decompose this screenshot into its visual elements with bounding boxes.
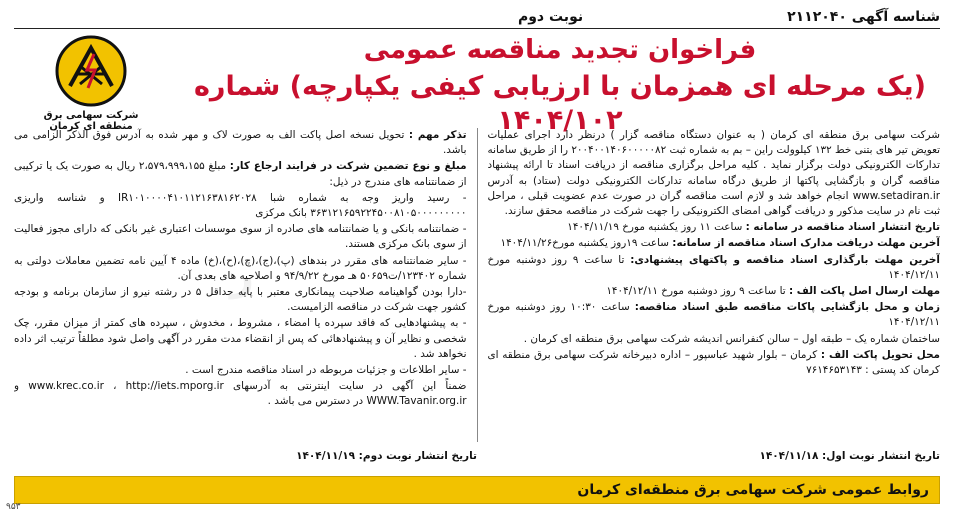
publish-date-line bbox=[488, 220, 941, 235]
guarantee-item-3: - سایر ضمانتنامه های مقرر در بندهای (پ)،(ج)،(چ)،(ح)،(خ) ماده ۴ آیین نامه تضمین معاملات دولتی به شماره ۱۲۳۴۰۲/ت۵۰۶۵۹ هـ مورخ ۹۴/۹/۲۲ و اصلاحیه های بعدی آن. bbox=[14, 254, 467, 282]
opening-line bbox=[488, 300, 941, 330]
envelope-a-label: مهلت ارسال اصل پاکت الف : bbox=[788, 285, 940, 298]
power-tower-logo-icon bbox=[54, 34, 128, 108]
body-columns bbox=[14, 128, 940, 442]
condition-item-7: ضمناً این آگهی در سایت اینترنتی به آدرسهای www.krec.co.ir ، http://iets.mporg.ir و WWW.Tavanir.org.ir در دسترس می باشد . bbox=[14, 380, 467, 408]
opening-value: ساعت ۱۰:۳۰ روز دوشنبه مورخ ۱۴۰۴/۱۲/۱۱ bbox=[487, 301, 940, 329]
footer-bar bbox=[14, 476, 940, 504]
note-line bbox=[14, 128, 467, 158]
publication-dates bbox=[14, 450, 940, 466]
company-logo bbox=[26, 34, 156, 132]
docs-deadline-label: آخرین مهلت دریافت مدارک اسناد مناقصه از سامانه: bbox=[672, 237, 940, 250]
note-value: تحویل نسخه اصل پاکت الف به صورت لاک و مهر شده به آدرس فوق الذکر الزامی می باشد. bbox=[14, 129, 467, 157]
footer-text: روابط عمومی شرکت سهامی برق منطقه‌ای کرمان bbox=[577, 482, 929, 498]
publish-date-label: تاریخ انتشار اسناد مناقصه در سامانه : bbox=[745, 221, 940, 234]
second-publish-date: تاریخ انتشار نوبت دوم: ۱۴۰۴/۱۱/۱۹ bbox=[296, 450, 477, 462]
guarantee-item-1: - رسید واریز وجه به شماره شبا IR۱۰۱۰۰۰۰۴۱۰۱۱۲۱۶۳۸۱۶۲۰۲۸ و شناسه واریزی ۳۶۳۱۲۱۶۵۹۲۲۴۵۰۰۸۱۰۵۰۰۰۰۰۰۰۰۰ بانک مرکزی bbox=[14, 191, 467, 220]
condition-item-5: - به پیشنهادهایی که فاقد سپرده یا امضاء ، مشروط ، مخدوش ، سپرده های کمتر از میزان مقرر، چک شخصی و نظایر آن و پیشنهادهائی که پس از انقضاء مدت مقرر در آگهی واصل شود مطلقاً ترتیب اثر داده نخواهد شد . bbox=[14, 317, 467, 360]
right-column bbox=[488, 128, 941, 442]
logo-caption: شرکت سهامی برق منطقه ای کرمان bbox=[43, 110, 139, 132]
title-block bbox=[180, 34, 940, 138]
column-divider bbox=[477, 128, 478, 442]
envelope-a-value: تا ساعت ۹ روز دوشنبه مورخ ۱۴۰۴/۱۲/۱۱ bbox=[606, 285, 786, 298]
page-number: ۹۵۳ bbox=[6, 502, 21, 512]
upload-deadline-line bbox=[488, 253, 941, 283]
guarantee-label: مبلغ و نوع تضمین شرکت در فرایند ارجاع کار: bbox=[229, 160, 467, 173]
docs-deadline-line bbox=[488, 236, 941, 251]
location-line: ساختمان شماره یک – طبقه اول – سالن کنفرانس اندیشه شرکت سهامی برق منطقه ای کرمان . bbox=[523, 332, 940, 345]
publication-round: نوبت دوم bbox=[517, 9, 584, 25]
header-bar bbox=[14, 6, 940, 29]
publish-date-value: ساعت ۱۱ روز یکشنبه مورخ ۱۴۰۴/۱۱/۱۹ bbox=[567, 221, 743, 234]
opening-label: زمان و محل بازگشایی پاکات مناقصه طبق اسناد مناقصه: bbox=[634, 301, 940, 314]
upload-deadline-label: آخرین مهلت بارگذاری اسناد مناقصه و پاکتهای پیشنهادی: bbox=[630, 253, 940, 266]
guarantee-line bbox=[14, 159, 467, 189]
guarantee-item-2: - ضمانتنامه بانکی و یا ضمانتنامه های صادره از سوی موسسات اعتباری غیر بانکی که دارای مجوز فعالیت از سوی بانک مرکزی هستند. bbox=[14, 223, 467, 251]
left-column bbox=[14, 128, 467, 442]
sub-title: (یک مرحله ای همزمان با ارزیابی کیفی یکپارچه) شماره ۱۴۰۴/۱۰۲ bbox=[193, 71, 927, 136]
guarantee-value: مبلغ ۲،۵۷۹،۹۹۹،۱۵۵ ریال به صورت یک یا ترکیبی از ضمانتنامه های مندرج در ذیل: bbox=[14, 160, 467, 188]
delivery-label: محل تحویل پاکت الف : bbox=[820, 348, 940, 361]
condition-item-6: - سایر اطلاعات و جزئیات مربوطه در اسناد مناقصه مندرج است . bbox=[185, 364, 467, 377]
note-label: تذکر مهم : bbox=[408, 129, 467, 141]
delivery-value: کرمان – بلوار شهید عباسپور – اداره دبیرخانه شرکت سهامی برق منطقه ای کرمان کد پستی : ۷۶۱۴۶۵۳۱۴۳ bbox=[487, 348, 940, 377]
envelope-a-line bbox=[488, 284, 941, 299]
watermark-text: ر bbox=[230, 250, 255, 299]
delivery-line bbox=[488, 348, 941, 378]
docs-deadline-value: ساعت ۱۹روز یکشنبه مورخ۱۴۰۴/۱۱/۲۶ bbox=[500, 237, 669, 250]
ad-id: شناسه آگهی ۲۱۱۲۰۴۰ bbox=[787, 9, 940, 25]
main-title: فراخوان تجدید مناقصه عمومی bbox=[363, 35, 757, 65]
upload-deadline-value: تا ساعت ۹ روز دوشنبه مورخ ۱۴۰۴/۱۲/۱۱ bbox=[487, 253, 940, 281]
first-publish-date: تاریخ انتشار نوبت اول: ۱۴۰۴/۱۱/۱۸ bbox=[759, 450, 940, 462]
condition-item-4: -دارا بودن گواهینامه صلاحیت پیمانکاری معتبر با پایه حداقل ۵ در رشته نیرو از سازمان برنامه و بودجه کشور جهت شرکت در مناقصه الزامیست. bbox=[14, 286, 467, 314]
intro-paragraph: شرکت سهامی برق منطقه ای کرمان ( به عنوان دستگاه مناقصه گزار ) درنظر دارد اجرای عملیات تعویض تیر های بتنی خط ۱۳۲ کیلوولت راین – بم به شماره ثبت ۲۰۰۴۰۰۱۴۰۶۰۰۰۰۰۸۲ را از طریق سامانه تدارکات الکترونیکی دولت برگزار نماید . کلیه مراحل برگزاری مناقصه از دریافت اسناد تا ارائه پیشنهاد مناقصه گران و بازگشایی پاکتها از طریق درگاه سامانه تدارکات الکترونیکی دولت (ستاد) به آدرس www.setadiran.ir انجام خواهد شد و لازم است مناقصه گران در صورت عدم عضویت قبلی ، مراحل ثبت نام در سایت مذکور و دریافت گواهی امضای الکترونیکی را جهت شرکت در مناقصه محقق سازند. bbox=[487, 129, 940, 218]
